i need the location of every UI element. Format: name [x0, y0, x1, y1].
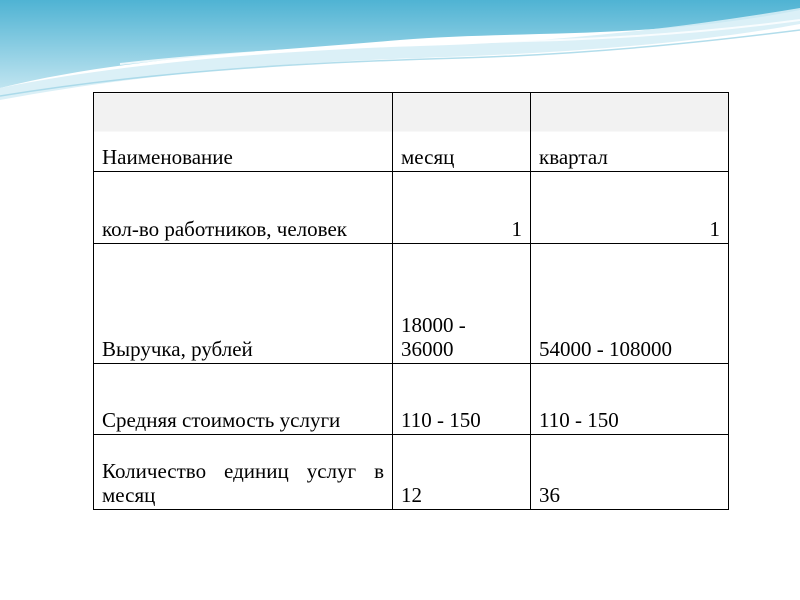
table-row — [94, 364, 729, 435]
row-label: Выручка, рублей — [94, 244, 393, 364]
table-row — [94, 244, 729, 364]
header-cell-month: месяц — [393, 93, 531, 172]
row-value-quarter: 110 - 150 — [531, 364, 729, 435]
row-value-month: 1 — [393, 172, 531, 244]
row-value-month: 18000 - 36000 — [393, 244, 531, 364]
row-value-quarter: 1 — [531, 172, 729, 244]
header-cell-quarter: квартал — [531, 93, 729, 172]
row-value-quarter: 36 — [531, 435, 729, 510]
row-label: кол-во работников, человек — [94, 172, 393, 244]
table-row — [94, 172, 729, 244]
row-value-month: 12 — [393, 435, 531, 510]
table-header-row — [94, 93, 729, 172]
row-value-quarter: 54000 - 108000 — [531, 244, 729, 364]
row-label: Количество единиц услуг в месяц — [94, 435, 393, 510]
row-label: Средняя стоимость услуги — [94, 364, 393, 435]
row-value-month: 110 - 150 — [393, 364, 531, 435]
table-row — [94, 435, 729, 510]
data-table — [93, 92, 729, 510]
header-cell-name: Наименование — [94, 93, 393, 172]
